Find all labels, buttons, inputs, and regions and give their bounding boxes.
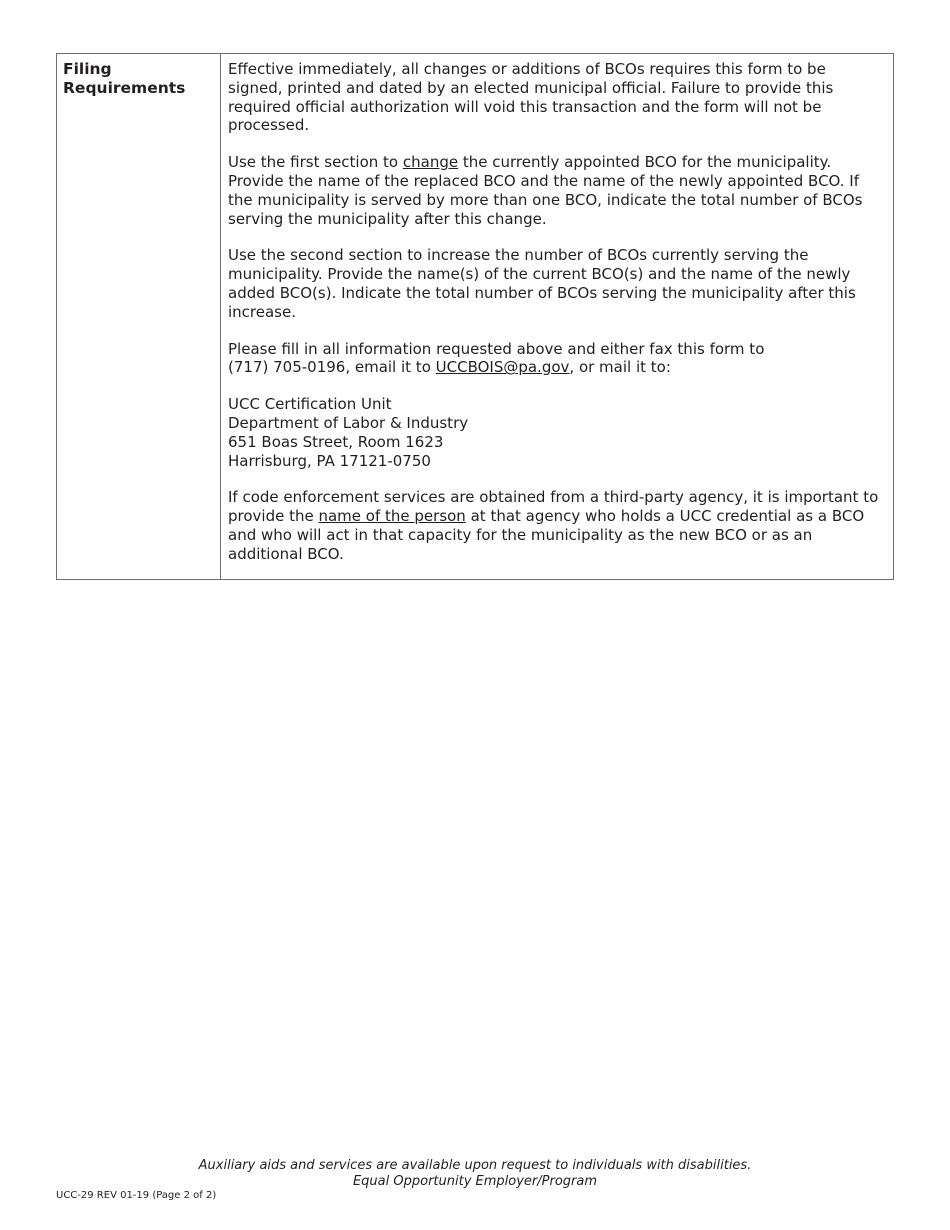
- change-bco-paragraph: [228, 153, 885, 228]
- equal-opportunity-notice: Equal Opportunity Employer/Program: [352, 1174, 598, 1189]
- address-line-4: Harrisburg, PA 17121-0750: [228, 451, 431, 470]
- fax-number-text: (717) 705-0196, email it to: [228, 358, 436, 377]
- submission-line-1: Please fill in all information requested above and either fax this form to: [228, 339, 765, 358]
- third-party-text-end: at that agency who holds a UCC credential as a BCO and who will act in that capacity for the municipality as the new BCO or as an additional BCO.: [228, 507, 865, 563]
- filing-requirements-table: [56, 53, 894, 580]
- mail-text: , or mail it to:: [569, 358, 671, 377]
- mailing-address: [228, 395, 885, 470]
- filing-requirements-label-cell: [57, 54, 221, 579]
- submission-paragraph: [228, 340, 885, 378]
- email-link[interactable]: UCCBOIS@pa.gov: [435, 358, 570, 377]
- address-line-2: Department of Labor & Industry: [228, 413, 469, 432]
- footer-notice: [0, 1158, 950, 1190]
- name-of-person-emphasis: name of the person: [318, 507, 466, 526]
- filing-requirements-label: Filing Requirements: [63, 60, 186, 97]
- form-code: UCC-29 REV 01-19 (Page 2 of 2): [56, 1190, 217, 1201]
- change-emphasis: change: [402, 153, 459, 172]
- change-bco-text-end: the currently appointed BCO for the municipality. Provide the name of the replaced BCO and the name of the newly appointed BCO. If the municipality is served by more than one BCO, indicate the total number of BCOs serving the municipality after this change.: [228, 153, 863, 228]
- address-line-3: 651 Boas Street, Room 1623: [228, 432, 444, 451]
- accessibility-notice: Auxiliary aids and services are available upon request to individuals with disabilities.: [198, 1158, 752, 1173]
- increase-bco-paragraph: Use the second section to increase the number of BCOs currently serving the municipality. Provide the name(s) of the current BCO(s) and the name of the newly added BCO(s). Indicate the total number of BCOs serving the municipality after this increase.: [228, 246, 856, 321]
- third-party-text-start: If code enforcement services are obtained from a third-party agency, it is important to provide the: [228, 488, 879, 526]
- third-party-paragraph: [228, 488, 885, 563]
- change-bco-text-start: Use the first section to: [228, 153, 403, 172]
- authorization-paragraph: Effective immediately, all changes or additions of BCOs requires this form to be signed, printed and dated by an elected municipal official. Failure to provide this required official authorization will void this transaction and the form will not be processed.: [228, 60, 834, 135]
- filing-requirements-content: [221, 54, 893, 579]
- address-line-1: UCC Certification Unit: [228, 395, 392, 414]
